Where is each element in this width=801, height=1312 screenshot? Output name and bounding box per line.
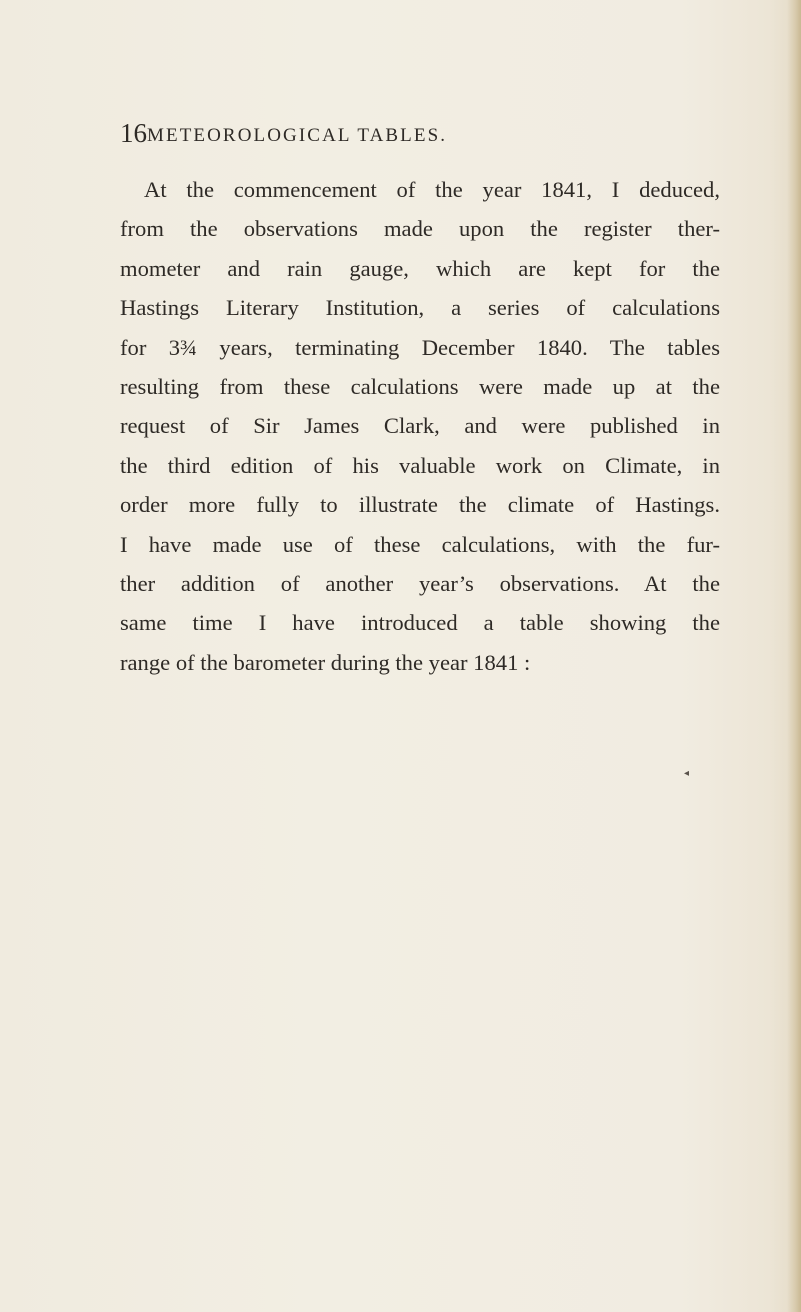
text-line: I have made use of these calculations, with the fur- xyxy=(120,531,720,557)
text-line: order more fully to illustrate the climate of Hastings. xyxy=(120,492,720,518)
text-line: Hastings Literary Institution, a series of calculations xyxy=(120,295,720,321)
text-line: range of the barometer during the year 1841 : xyxy=(120,649,531,675)
text-line: from the observations made upon the register ther- xyxy=(120,216,720,242)
body-paragraph xyxy=(120,170,720,682)
stray-print-mark: ◂ xyxy=(684,768,690,779)
text-line: for 3¾ years, terminating December 1840. The tables xyxy=(120,334,720,360)
text-line: At the commencement of the year 1841, I deduced, xyxy=(144,177,720,202)
text-line: mometer and rain gauge, which are kept for the xyxy=(120,255,720,281)
running-head xyxy=(120,118,590,152)
text-line: request of Sir James Clark, and were published in xyxy=(120,413,720,439)
page-number: 16 xyxy=(120,118,147,148)
page-edge-shadow xyxy=(787,0,801,1312)
running-head-title: METEOROLOGICAL TABLES. xyxy=(147,125,448,146)
text-line: ther addition of another year’s observations. At the xyxy=(120,570,720,596)
text-line: resulting from these calculations were made up at the xyxy=(120,373,720,399)
text-line: same time I have introduced a table showing the xyxy=(120,610,720,636)
text-line: the third edition of his valuable work on Climate, in xyxy=(120,452,720,478)
